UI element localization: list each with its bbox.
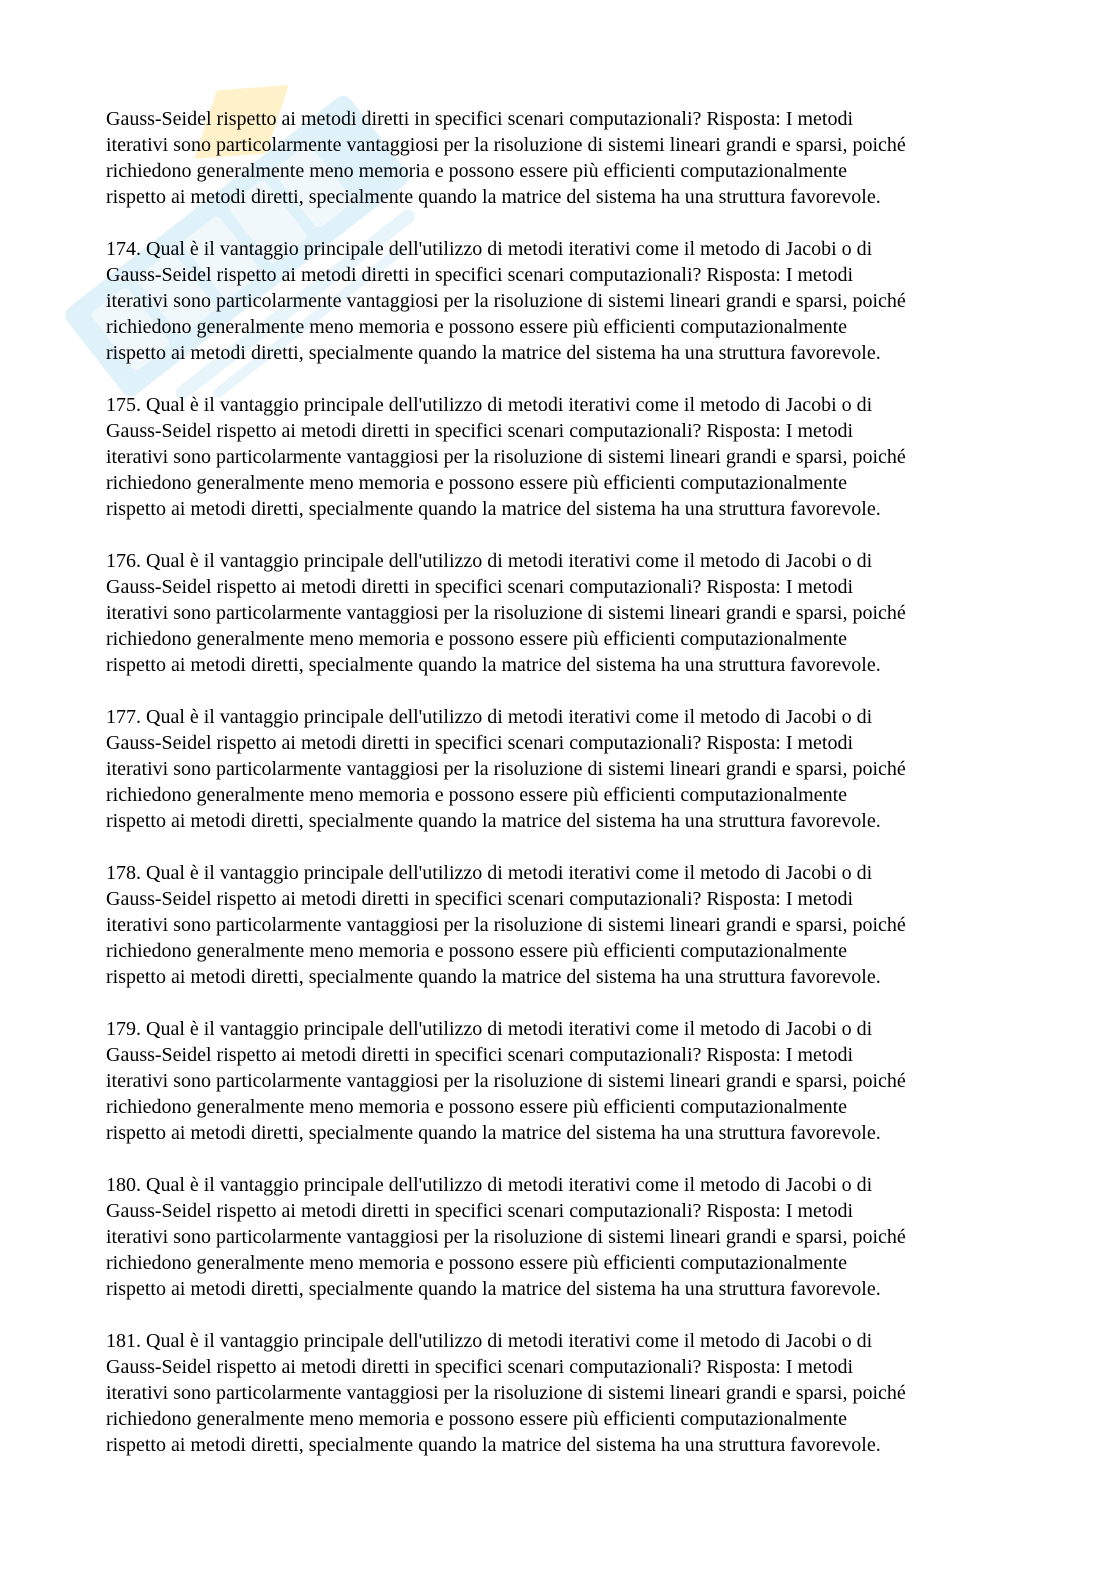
- line-text: richiedono generalmente meno memoria e possono essere più efficienti computazionalmente: [106, 160, 848, 182]
- question-number: 178.: [106, 862, 141, 884]
- text-line: [106, 496, 1006, 522]
- text-line: [106, 964, 1006, 990]
- line-text: Qual è il vantaggio principale dell'utilizzo di metodi iterativi come il metodo di Jacobi o di: [146, 550, 873, 572]
- text-line: [106, 1380, 1006, 1406]
- text-line: [106, 1354, 1006, 1380]
- text-line: [106, 808, 1006, 834]
- text-line: [106, 262, 1006, 288]
- document-body: [106, 106, 1006, 1484]
- line-text: Qual è il vantaggio principale dell'utilizzo di metodi iterativi come il metodo di Jacobi o di: [146, 394, 873, 416]
- qa-paragraph: [106, 704, 1006, 834]
- text-line: [106, 158, 1006, 184]
- text-line: [106, 1432, 1006, 1458]
- text-line: [106, 392, 1006, 418]
- line-text: Gauss-Seidel rispetto ai metodi diretti in specifici scenari computazionali? Risposta: I metodi: [106, 108, 854, 130]
- text-line: [106, 548, 1006, 574]
- question-number: 180.: [106, 1174, 141, 1196]
- line-text: rispetto ai metodi diretti, specialmente quando la matrice del sistema ha una struttura favorevole.: [106, 654, 881, 676]
- question-number: 176.: [106, 550, 141, 572]
- qa-paragraph: [106, 392, 1006, 522]
- text-line: [106, 938, 1006, 964]
- qa-paragraph: [106, 860, 1006, 990]
- line-text: iterativi sono particolarmente vantaggiosi per la risoluzione di sistemi lineari grandi e sparsi, poiché: [106, 914, 906, 936]
- line-text: Qual è il vantaggio principale dell'utilizzo di metodi iterativi come il metodo di Jacobi o di: [146, 862, 873, 884]
- text-line: [106, 1276, 1006, 1302]
- line-text: richiedono generalmente meno memoria e possono essere più efficienti computazionalmente: [106, 784, 848, 806]
- line-text: Gauss-Seidel rispetto ai metodi diretti in specifici scenari computazionali? Risposta: I metodi: [106, 264, 854, 286]
- qa-paragraph: [106, 1016, 1006, 1146]
- text-line: [106, 106, 1006, 132]
- line-text: iterativi sono particolarmente vantaggiosi per la risoluzione di sistemi lineari grandi e sparsi, poiché: [106, 602, 906, 624]
- line-text: rispetto ai metodi diretti, specialmente quando la matrice del sistema ha una struttura favorevole.: [106, 966, 881, 988]
- text-line: [106, 314, 1006, 340]
- text-line: [106, 600, 1006, 626]
- line-text: rispetto ai metodi diretti, specialmente quando la matrice del sistema ha una struttura favorevole.: [106, 498, 881, 520]
- text-line: [106, 1068, 1006, 1094]
- text-line: [106, 288, 1006, 314]
- line-text: Gauss-Seidel rispetto ai metodi diretti in specifici scenari computazionali? Risposta: I metodi: [106, 576, 854, 598]
- text-line: [106, 418, 1006, 444]
- text-line: [106, 704, 1006, 730]
- text-line: [106, 1250, 1006, 1276]
- text-line: [106, 782, 1006, 808]
- question-number: 177.: [106, 706, 141, 728]
- line-text: richiedono generalmente meno memoria e possono essere più efficienti computazionalmente: [106, 316, 848, 338]
- line-text: Gauss-Seidel rispetto ai metodi diretti in specifici scenari computazionali? Risposta: I metodi: [106, 420, 854, 442]
- line-text: Qual è il vantaggio principale dell'utilizzo di metodi iterativi come il metodo di Jacobi o di: [146, 706, 873, 728]
- qa-paragraph: [106, 548, 1006, 678]
- text-line: [106, 1016, 1006, 1042]
- line-text: iterativi sono particolarmente vantaggiosi per la risoluzione di sistemi lineari grandi e sparsi, poiché: [106, 290, 906, 312]
- text-line: [106, 1328, 1006, 1354]
- qa-paragraph: [106, 1328, 1006, 1458]
- text-line: [106, 1094, 1006, 1120]
- line-text: Qual è il vantaggio principale dell'utilizzo di metodi iterativi come il metodo di Jacobi o di: [146, 1174, 873, 1196]
- text-line: [106, 626, 1006, 652]
- line-text: iterativi sono particolarmente vantaggiosi per la risoluzione di sistemi lineari grandi e sparsi, poiché: [106, 1226, 906, 1248]
- text-line: [106, 1224, 1006, 1250]
- line-text: richiedono generalmente meno memoria e possono essere più efficienti computazionalmente: [106, 940, 848, 962]
- text-line: [106, 1172, 1006, 1198]
- question-number: 174.: [106, 238, 141, 260]
- line-text: Qual è il vantaggio principale dell'utilizzo di metodi iterativi come il metodo di Jacobi o di: [146, 1330, 873, 1352]
- line-text: Gauss-Seidel rispetto ai metodi diretti in specifici scenari computazionali? Risposta: I metodi: [106, 1200, 854, 1222]
- line-text: rispetto ai metodi diretti, specialmente quando la matrice del sistema ha una struttura favorevole.: [106, 1278, 881, 1300]
- text-line: [106, 886, 1006, 912]
- text-line: [106, 1042, 1006, 1068]
- text-line: [106, 1406, 1006, 1432]
- line-text: iterativi sono particolarmente vantaggiosi per la risoluzione di sistemi lineari grandi e sparsi, poiché: [106, 1070, 906, 1092]
- line-text: Gauss-Seidel rispetto ai metodi diretti in specifici scenari computazionali? Risposta: I metodi: [106, 888, 854, 910]
- question-number: 175.: [106, 394, 141, 416]
- line-text: iterativi sono particolarmente vantaggiosi per la risoluzione di sistemi lineari grandi e sparsi, poiché: [106, 446, 906, 468]
- line-text: iterativi sono particolarmente vantaggiosi per la risoluzione di sistemi lineari grandi e sparsi, poiché: [106, 758, 906, 780]
- text-line: [106, 912, 1006, 938]
- line-text: richiedono generalmente meno memoria e possono essere più efficienti computazionalmente: [106, 1252, 848, 1274]
- text-line: [106, 340, 1006, 366]
- line-text: richiedono generalmente meno memoria e possono essere più efficienti computazionalmente: [106, 472, 848, 494]
- qa-paragraph: [106, 1172, 1006, 1302]
- text-line: [106, 756, 1006, 782]
- text-line: [106, 470, 1006, 496]
- text-line: [106, 860, 1006, 886]
- question-number: 181.: [106, 1330, 141, 1352]
- line-text: richiedono generalmente meno memoria e possono essere più efficienti computazionalmente: [106, 628, 848, 650]
- text-line: [106, 1198, 1006, 1224]
- line-text: Qual è il vantaggio principale dell'utilizzo di metodi iterativi come il metodo di Jacobi o di: [146, 1018, 873, 1040]
- text-line: [106, 132, 1006, 158]
- line-text: Gauss-Seidel rispetto ai metodi diretti in specifici scenari computazionali? Risposta: I metodi: [106, 1044, 854, 1066]
- question-number: 179.: [106, 1018, 141, 1040]
- text-line: [106, 1120, 1006, 1146]
- line-text: richiedono generalmente meno memoria e possono essere più efficienti computazionalmente: [106, 1408, 848, 1430]
- text-line: [106, 652, 1006, 678]
- line-text: richiedono generalmente meno memoria e possono essere più efficienti computazionalmente: [106, 1096, 848, 1118]
- line-text: iterativi sono particolarmente vantaggiosi per la risoluzione di sistemi lineari grandi e sparsi, poiché: [106, 134, 906, 156]
- line-text: rispetto ai metodi diretti, specialmente quando la matrice del sistema ha una struttura favorevole.: [106, 810, 881, 832]
- line-text: iterativi sono particolarmente vantaggiosi per la risoluzione di sistemi lineari grandi e sparsi, poiché: [106, 1382, 906, 1404]
- text-line: [106, 184, 1006, 210]
- line-text: rispetto ai metodi diretti, specialmente quando la matrice del sistema ha una struttura favorevole.: [106, 1122, 881, 1144]
- line-text: Qual è il vantaggio principale dell'utilizzo di metodi iterativi come il metodo di Jacobi o di: [146, 238, 873, 260]
- qa-paragraph: [106, 106, 1006, 210]
- line-text: rispetto ai metodi diretti, specialmente quando la matrice del sistema ha una struttura favorevole.: [106, 342, 881, 364]
- text-line: [106, 574, 1006, 600]
- line-text: Gauss-Seidel rispetto ai metodi diretti in specifici scenari computazionali? Risposta: I metodi: [106, 732, 854, 754]
- line-text: rispetto ai metodi diretti, specialmente quando la matrice del sistema ha una struttura favorevole.: [106, 1434, 881, 1456]
- line-text: Gauss-Seidel rispetto ai metodi diretti in specifici scenari computazionali? Risposta: I metodi: [106, 1356, 854, 1378]
- line-text: rispetto ai metodi diretti, specialmente quando la matrice del sistema ha una struttura favorevole.: [106, 186, 881, 208]
- qa-paragraph: [106, 236, 1006, 366]
- text-line: [106, 444, 1006, 470]
- text-line: [106, 236, 1006, 262]
- text-line: [106, 730, 1006, 756]
